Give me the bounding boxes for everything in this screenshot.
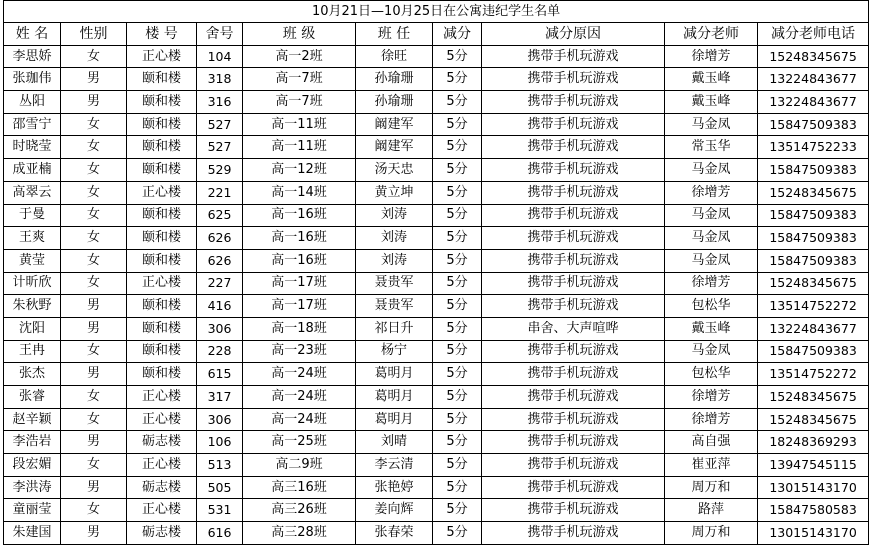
header-building[interactable]: 楼 号 — [127, 23, 197, 46]
header-reason[interactable]: 减分原因 — [482, 23, 665, 46]
cell-student-name[interactable]: 高翠云 — [4, 181, 61, 204]
cell-deducting-teacher[interactable]: 马金凤 — [665, 340, 758, 363]
cell-deducting-teacher[interactable]: 周万和 — [665, 522, 758, 545]
table-row — [4, 249, 869, 272]
cell-gender[interactable]: 男 — [61, 295, 127, 318]
cell-gender[interactable]: 女 — [61, 386, 127, 409]
cell-room-number[interactable]: 616 — [197, 522, 243, 545]
header-deducting-teacher[interactable]: 减分老师 — [665, 23, 758, 46]
cell-head-teacher[interactable]: 孙瑜珊 — [356, 68, 433, 91]
cell-class[interactable]: 高一24班 — [243, 363, 356, 386]
cell-student-name[interactable]: 邵雪宁 — [4, 113, 61, 136]
cell-class[interactable]: 高一16班 — [243, 227, 356, 250]
cell-teacher-phone[interactable]: 13514752233 — [758, 136, 869, 159]
cell-class[interactable]: 高三28班 — [243, 522, 356, 545]
cell-reason[interactable]: 携带手机玩游戏 — [482, 45, 665, 68]
cell-head-teacher[interactable]: 张春荣 — [356, 522, 433, 545]
header-name[interactable]: 姓 名 — [4, 23, 61, 46]
table-row — [4, 204, 869, 227]
cell-building[interactable]: 颐和楼 — [127, 295, 197, 318]
cell-room-number[interactable]: 306 — [197, 317, 243, 340]
violation-table — [3, 0, 869, 545]
cell-room-number[interactable]: 626 — [197, 249, 243, 272]
cell-teacher-phone[interactable]: 15847580583 — [758, 499, 869, 522]
cell-reason[interactable]: 携带手机玩游戏 — [482, 386, 665, 409]
cell-head-teacher[interactable]: 葛明月 — [356, 363, 433, 386]
cell-building[interactable]: 正心楼 — [127, 386, 197, 409]
cell-head-teacher[interactable]: 阚建军 — [356, 136, 433, 159]
cell-class[interactable]: 高一23班 — [243, 340, 356, 363]
table-row — [4, 363, 869, 386]
cell-deduction[interactable]: 5分 — [433, 249, 482, 272]
cell-gender[interactable]: 男 — [61, 91, 127, 114]
cell-head-teacher[interactable]: 刘涛 — [356, 227, 433, 250]
cell-room-number[interactable]: 228 — [197, 340, 243, 363]
cell-deduction[interactable]: 5分 — [433, 68, 482, 91]
cell-gender[interactable]: 女 — [61, 499, 127, 522]
cell-deduction[interactable]: 5分 — [433, 340, 482, 363]
cell-deduction[interactable]: 5分 — [433, 91, 482, 114]
cell-teacher-phone[interactable]: 15847509383 — [758, 204, 869, 227]
table-row — [4, 431, 869, 454]
cell-building[interactable]: 砺志楼 — [127, 431, 197, 454]
cell-building[interactable]: 颐和楼 — [127, 363, 197, 386]
cell-reason[interactable]: 携带手机玩游戏 — [482, 454, 665, 477]
cell-teacher-phone[interactable]: 15847509383 — [758, 227, 869, 250]
cell-deducting-teacher[interactable]: 戴玉峰 — [665, 91, 758, 114]
table-row — [4, 227, 869, 250]
cell-student-name[interactable]: 张睿 — [4, 386, 61, 409]
cell-class[interactable]: 高一16班 — [243, 249, 356, 272]
header-deduction[interactable]: 减分 — [433, 23, 482, 46]
cell-reason[interactable]: 携带手机玩游戏 — [482, 159, 665, 182]
cell-building[interactable]: 颐和楼 — [127, 317, 197, 340]
cell-room-number[interactable]: 529 — [197, 159, 243, 182]
cell-student-name[interactable]: 张杰 — [4, 363, 61, 386]
cell-class[interactable]: 高一25班 — [243, 431, 356, 454]
cell-head-teacher[interactable]: 聂贵军 — [356, 295, 433, 318]
cell-reason[interactable]: 携带手机玩游戏 — [482, 340, 665, 363]
cell-building[interactable]: 颐和楼 — [127, 136, 197, 159]
cell-deducting-teacher[interactable]: 高自强 — [665, 431, 758, 454]
cell-deduction[interactable]: 5分 — [433, 272, 482, 295]
cell-room-number[interactable]: 317 — [197, 386, 243, 409]
cell-head-teacher[interactable]: 刘涛 — [356, 204, 433, 227]
cell-student-name[interactable]: 张珈伟 — [4, 68, 61, 91]
cell-room-number[interactable]: 221 — [197, 181, 243, 204]
table-row — [4, 408, 869, 431]
table-row — [4, 317, 869, 340]
cell-gender[interactable]: 男 — [61, 68, 127, 91]
table-row — [4, 499, 869, 522]
table-row — [4, 181, 869, 204]
cell-building[interactable]: 颐和楼 — [127, 227, 197, 250]
cell-building[interactable]: 正心楼 — [127, 454, 197, 477]
cell-room-number[interactable]: 227 — [197, 272, 243, 295]
cell-reason[interactable]: 携带手机玩游戏 — [482, 68, 665, 91]
cell-deducting-teacher[interactable]: 包松华 — [665, 295, 758, 318]
cell-building[interactable]: 颐和楼 — [127, 68, 197, 91]
cell-class[interactable]: 高一17班 — [243, 295, 356, 318]
cell-teacher-phone[interactable]: 15847509383 — [758, 159, 869, 182]
cell-student-name[interactable]: 赵辛颖 — [4, 408, 61, 431]
cell-class[interactable]: 高一11班 — [243, 136, 356, 159]
table-row — [4, 159, 869, 182]
table-row — [4, 386, 869, 409]
cell-head-teacher[interactable]: 徐旺 — [356, 45, 433, 68]
cell-student-name[interactable]: 王爽 — [4, 227, 61, 250]
cell-deduction[interactable]: 5分 — [433, 204, 482, 227]
cell-teacher-phone[interactable]: 15847509383 — [758, 249, 869, 272]
title-row — [4, 1, 869, 23]
cell-deducting-teacher[interactable]: 徐增芳 — [665, 272, 758, 295]
cell-reason[interactable]: 携带手机玩游戏 — [482, 249, 665, 272]
cell-student-name[interactable]: 黄莹 — [4, 249, 61, 272]
cell-deduction[interactable]: 5分 — [433, 408, 482, 431]
cell-gender[interactable]: 女 — [61, 454, 127, 477]
cell-teacher-phone[interactable]: 13015143170 — [758, 476, 869, 499]
cell-teacher-phone[interactable]: 13015143170 — [758, 522, 869, 545]
cell-student-name[interactable]: 时晓莹 — [4, 136, 61, 159]
cell-teacher-phone[interactable]: 15847509383 — [758, 113, 869, 136]
cell-student-name[interactable]: 成亚楠 — [4, 159, 61, 182]
cell-reason[interactable]: 携带手机玩游戏 — [482, 136, 665, 159]
header-head-teacher[interactable]: 班 任 — [356, 23, 433, 46]
cell-teacher-phone[interactable]: 15248345675 — [758, 408, 869, 431]
cell-reason[interactable]: 携带手机玩游戏 — [482, 295, 665, 318]
cell-head-teacher[interactable]: 孙瑜珊 — [356, 91, 433, 114]
cell-student-name[interactable]: 李思娇 — [4, 45, 61, 68]
cell-teacher-phone[interactable]: 15248345675 — [758, 181, 869, 204]
cell-gender[interactable]: 男 — [61, 522, 127, 545]
cell-teacher-phone[interactable]: 18248369293 — [758, 431, 869, 454]
header-class[interactable]: 班 级 — [243, 23, 356, 46]
cell-student-name[interactable]: 童丽莹 — [4, 499, 61, 522]
cell-reason[interactable]: 携带手机玩游戏 — [482, 408, 665, 431]
cell-gender[interactable]: 女 — [61, 340, 127, 363]
cell-deducting-teacher[interactable]: 包松华 — [665, 363, 758, 386]
cell-deducting-teacher[interactable]: 戴玉峰 — [665, 317, 758, 340]
cell-reason[interactable]: 携带手机玩游戏 — [482, 499, 665, 522]
cell-reason[interactable]: 携带手机玩游戏 — [482, 476, 665, 499]
cell-room-number[interactable]: 104 — [197, 45, 243, 68]
cell-deducting-teacher[interactable]: 马金凤 — [665, 159, 758, 182]
cell-head-teacher[interactable]: 刘晴 — [356, 431, 433, 454]
table-row — [4, 136, 869, 159]
cell-head-teacher[interactable]: 张艳婷 — [356, 476, 433, 499]
cell-student-name[interactable]: 李浩岩 — [4, 431, 61, 454]
cell-class[interactable]: 高一24班 — [243, 386, 356, 409]
cell-deduction[interactable]: 5分 — [433, 136, 482, 159]
cell-deducting-teacher[interactable]: 路萍 — [665, 499, 758, 522]
table-row — [4, 295, 869, 318]
cell-student-name[interactable]: 李洪涛 — [4, 476, 61, 499]
cell-room-number[interactable]: 527 — [197, 136, 243, 159]
cell-deducting-teacher[interactable]: 马金凤 — [665, 249, 758, 272]
cell-head-teacher[interactable]: 葛明月 — [356, 408, 433, 431]
cell-deduction[interactable]: 5分 — [433, 159, 482, 182]
cell-reason[interactable]: 携带手机玩游戏 — [482, 113, 665, 136]
cell-deduction[interactable]: 5分 — [433, 522, 482, 545]
cell-head-teacher[interactable]: 李云清 — [356, 454, 433, 477]
cell-gender[interactable]: 男 — [61, 476, 127, 499]
cell-building[interactable]: 砺志楼 — [127, 476, 197, 499]
spreadsheet — [3, 0, 868, 545]
cell-gender[interactable]: 男 — [61, 363, 127, 386]
cell-teacher-phone[interactable]: 13224843677 — [758, 317, 869, 340]
cell-teacher-phone[interactable]: 13514752272 — [758, 295, 869, 318]
cell-student-name[interactable]: 计昕欣 — [4, 272, 61, 295]
cell-deduction[interactable]: 5分 — [433, 476, 482, 499]
cell-student-name[interactable]: 王冉 — [4, 340, 61, 363]
cell-gender[interactable]: 女 — [61, 227, 127, 250]
cell-deducting-teacher[interactable]: 马金凤 — [665, 113, 758, 136]
cell-gender[interactable]: 女 — [61, 181, 127, 204]
cell-student-name[interactable]: 于曼 — [4, 204, 61, 227]
sheet-title[interactable]: 10月21日—10月25日在公寓违纪学生名单 — [4, 1, 869, 23]
cell-room-number[interactable]: 306 — [197, 408, 243, 431]
cell-teacher-phone[interactable]: 15847509383 — [758, 340, 869, 363]
cell-student-name[interactable]: 段宏媚 — [4, 454, 61, 477]
cell-student-name[interactable]: 沈阳 — [4, 317, 61, 340]
cell-building[interactable]: 颐和楼 — [127, 340, 197, 363]
cell-deduction[interactable]: 5分 — [433, 317, 482, 340]
table-row — [4, 522, 869, 545]
cell-head-teacher[interactable]: 祁日升 — [356, 317, 433, 340]
cell-reason[interactable]: 携带手机玩游戏 — [482, 91, 665, 114]
cell-reason[interactable]: 携带手机玩游戏 — [482, 181, 665, 204]
cell-reason[interactable]: 携带手机玩游戏 — [482, 272, 665, 295]
cell-deducting-teacher[interactable]: 崔亚萍 — [665, 454, 758, 477]
cell-room-number[interactable]: 626 — [197, 227, 243, 250]
cell-deduction[interactable]: 5分 — [433, 45, 482, 68]
cell-student-name[interactable]: 朱建国 — [4, 522, 61, 545]
cell-room-number[interactable]: 625 — [197, 204, 243, 227]
cell-gender[interactable]: 女 — [61, 272, 127, 295]
header-room[interactable]: 舍号 — [197, 23, 243, 46]
cell-deducting-teacher[interactable]: 徐增芳 — [665, 408, 758, 431]
table-row — [4, 68, 869, 91]
cell-class[interactable]: 高一7班 — [243, 68, 356, 91]
cell-head-teacher[interactable]: 阚建军 — [356, 113, 433, 136]
cell-student-name[interactable]: 丛阳 — [4, 91, 61, 114]
cell-class[interactable]: 高三16班 — [243, 476, 356, 499]
cell-gender[interactable]: 女 — [61, 249, 127, 272]
cell-building[interactable]: 颐和楼 — [127, 249, 197, 272]
cell-room-number[interactable]: 416 — [197, 295, 243, 318]
cell-head-teacher[interactable]: 黄立坤 — [356, 181, 433, 204]
cell-head-teacher[interactable]: 刘涛 — [356, 249, 433, 272]
cell-teacher-phone[interactable]: 13224843677 — [758, 91, 869, 114]
table-row — [4, 113, 869, 136]
cell-building[interactable]: 正心楼 — [127, 45, 197, 68]
cell-deduction[interactable]: 5分 — [433, 363, 482, 386]
table-row — [4, 340, 869, 363]
table-row — [4, 476, 869, 499]
cell-head-teacher[interactable]: 葛明月 — [356, 386, 433, 409]
cell-reason[interactable]: 携带手机玩游戏 — [482, 204, 665, 227]
cell-teacher-phone[interactable]: 15248345675 — [758, 272, 869, 295]
cell-teacher-phone[interactable]: 13514752272 — [758, 363, 869, 386]
cell-gender[interactable]: 女 — [61, 408, 127, 431]
cell-deduction[interactable]: 5分 — [433, 181, 482, 204]
cell-teacher-phone[interactable]: 15248345675 — [758, 45, 869, 68]
cell-gender[interactable]: 女 — [61, 136, 127, 159]
cell-deduction[interactable]: 5分 — [433, 499, 482, 522]
cell-teacher-phone[interactable]: 13224843677 — [758, 68, 869, 91]
cell-deducting-teacher[interactable]: 徐增芳 — [665, 181, 758, 204]
table-row — [4, 272, 869, 295]
cell-class[interactable]: 高一17班 — [243, 272, 356, 295]
cell-building[interactable]: 颐和楼 — [127, 204, 197, 227]
table-row — [4, 454, 869, 477]
cell-deducting-teacher[interactable]: 马金凤 — [665, 204, 758, 227]
cell-deduction[interactable]: 5分 — [433, 431, 482, 454]
cell-gender[interactable]: 男 — [61, 317, 127, 340]
cell-class[interactable]: 高一14班 — [243, 181, 356, 204]
cell-gender[interactable]: 女 — [61, 204, 127, 227]
cell-student-name[interactable]: 朱秋野 — [4, 295, 61, 318]
cell-class[interactable]: 高一12班 — [243, 159, 356, 182]
cell-deducting-teacher[interactable]: 徐增芳 — [665, 45, 758, 68]
cell-class[interactable]: 高一7班 — [243, 91, 356, 114]
cell-reason[interactable]: 携带手机玩游戏 — [482, 227, 665, 250]
cell-room-number[interactable]: 527 — [197, 113, 243, 136]
table-row — [4, 45, 869, 68]
cell-gender[interactable]: 女 — [61, 159, 127, 182]
cell-deduction[interactable]: 5分 — [433, 227, 482, 250]
cell-gender[interactable]: 女 — [61, 113, 127, 136]
header-row — [4, 23, 869, 46]
cell-reason[interactable]: 串舍、大声喧哗 — [482, 317, 665, 340]
cell-gender[interactable]: 女 — [61, 45, 127, 68]
cell-deducting-teacher[interactable]: 周万和 — [665, 476, 758, 499]
cell-deducting-teacher[interactable]: 常玉华 — [665, 136, 758, 159]
cell-reason[interactable]: 携带手机玩游戏 — [482, 522, 665, 545]
cell-deducting-teacher[interactable]: 徐增芳 — [665, 386, 758, 409]
cell-building[interactable]: 正心楼 — [127, 499, 197, 522]
header-teacher-phone[interactable]: 减分老师电话 — [758, 23, 869, 46]
cell-class[interactable]: 高一24班 — [243, 408, 356, 431]
cell-building[interactable]: 颐和楼 — [127, 159, 197, 182]
cell-deducting-teacher[interactable]: 马金凤 — [665, 227, 758, 250]
header-gender[interactable]: 性别 — [61, 23, 127, 46]
cell-class[interactable]: 高一16班 — [243, 204, 356, 227]
cell-deducting-teacher[interactable]: 戴玉峰 — [665, 68, 758, 91]
cell-head-teacher[interactable]: 杨宁 — [356, 340, 433, 363]
cell-building[interactable]: 颐和楼 — [127, 91, 197, 114]
cell-building[interactable]: 正心楼 — [127, 181, 197, 204]
cell-class[interactable]: 高一18班 — [243, 317, 356, 340]
cell-building[interactable]: 正心楼 — [127, 408, 197, 431]
cell-room-number[interactable]: 316 — [197, 91, 243, 114]
cell-deduction[interactable]: 5分 — [433, 295, 482, 318]
cell-head-teacher[interactable]: 姜向辉 — [356, 499, 433, 522]
table-row — [4, 91, 869, 114]
cell-room-number[interactable]: 318 — [197, 68, 243, 91]
cell-reason[interactable]: 携带手机玩游戏 — [482, 431, 665, 454]
cell-building[interactable]: 正心楼 — [127, 272, 197, 295]
cell-head-teacher[interactable]: 汤天忠 — [356, 159, 433, 182]
cell-reason[interactable]: 携带手机玩游戏 — [482, 363, 665, 386]
cell-head-teacher[interactable]: 聂贵军 — [356, 272, 433, 295]
cell-class[interactable]: 高三26班 — [243, 499, 356, 522]
cell-class[interactable]: 高一2班 — [243, 45, 356, 68]
cell-room-number[interactable]: 106 — [197, 431, 243, 454]
cell-deduction[interactable]: 5分 — [433, 386, 482, 409]
cell-teacher-phone[interactable]: 15248345675 — [758, 386, 869, 409]
cell-class[interactable]: 高二9班 — [243, 454, 356, 477]
cell-gender[interactable]: 男 — [61, 431, 127, 454]
cell-building[interactable]: 颐和楼 — [127, 113, 197, 136]
cell-deduction[interactable]: 5分 — [433, 113, 482, 136]
cell-room-number[interactable]: 531 — [197, 499, 243, 522]
cell-teacher-phone[interactable]: 13947545115 — [758, 454, 869, 477]
cell-building[interactable]: 砺志楼 — [127, 522, 197, 545]
cell-room-number[interactable]: 505 — [197, 476, 243, 499]
cell-room-number[interactable]: 615 — [197, 363, 243, 386]
cell-room-number[interactable]: 513 — [197, 454, 243, 477]
cell-deduction[interactable]: 5分 — [433, 454, 482, 477]
cell-class[interactable]: 高一11班 — [243, 113, 356, 136]
